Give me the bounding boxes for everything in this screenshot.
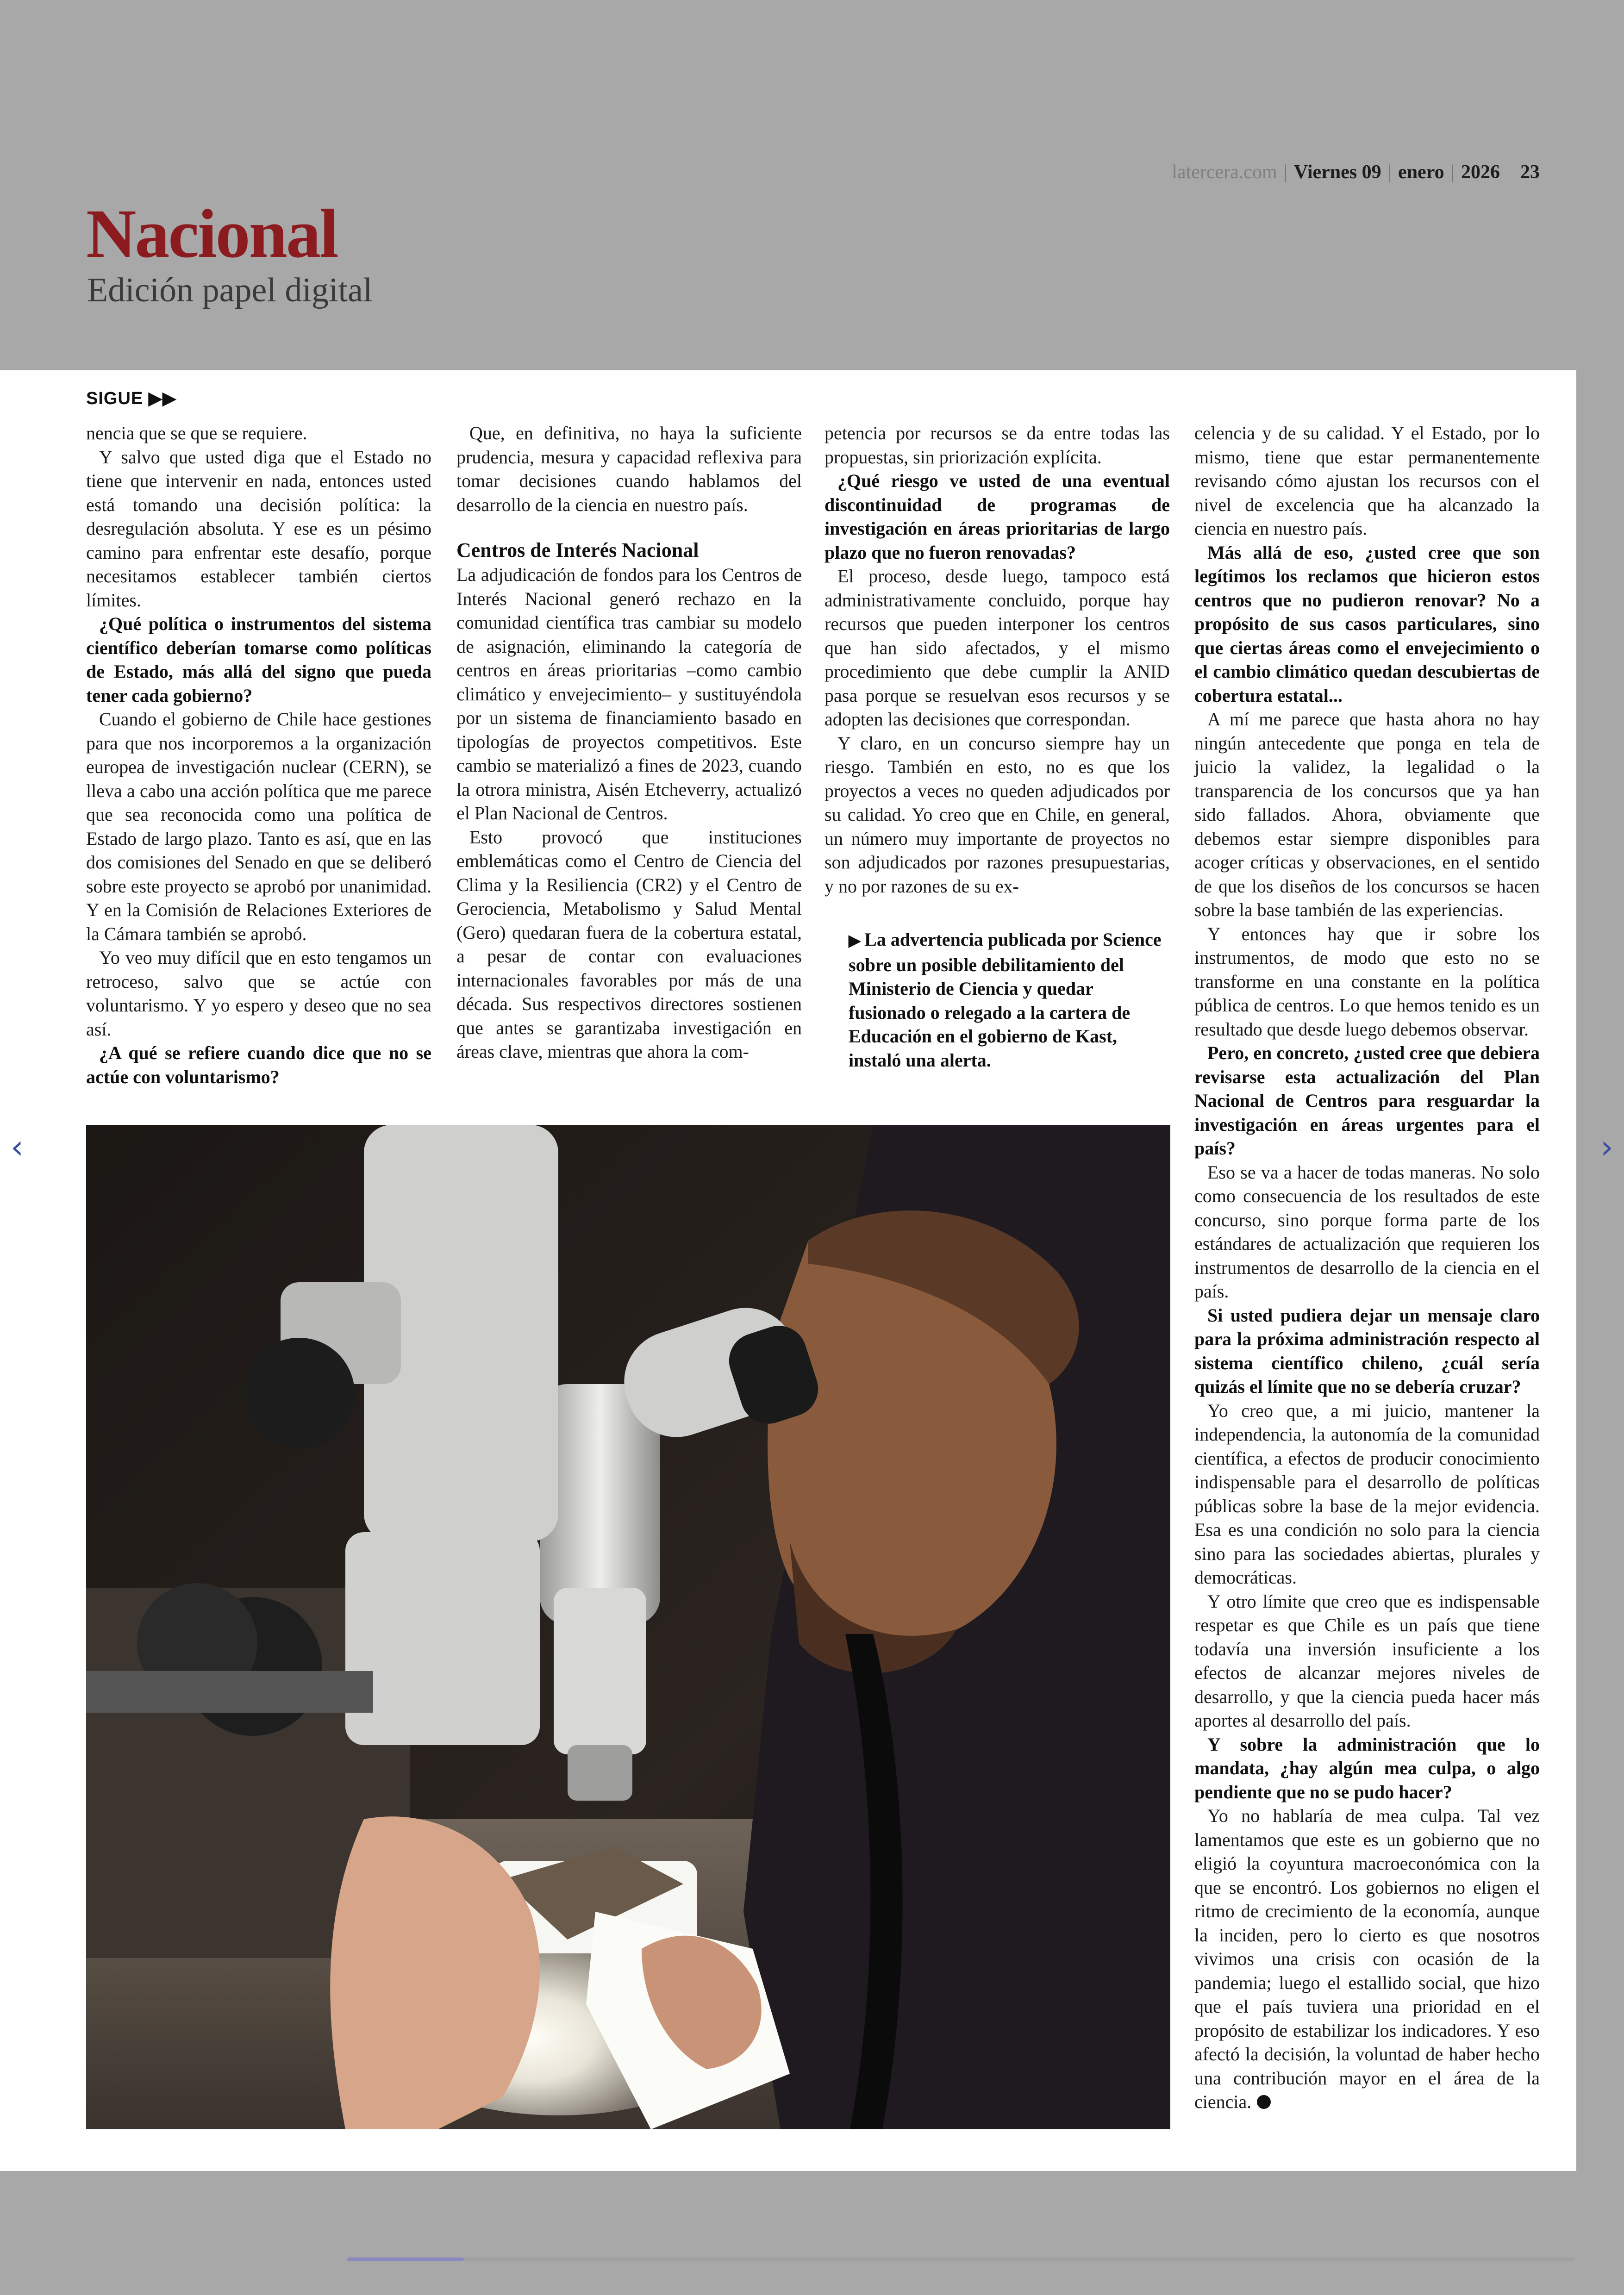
- interview-question: ¿Qué política o instrumentos del sistema científico deberían tomarse como políticas de Estado, más allá del signo que pueda tener cada gobierno?: [86, 613, 431, 706]
- chevron-left-icon[interactable]: ‹: [11, 1128, 24, 1166]
- subsection-heading: Centros de Interés Nacional: [456, 539, 699, 561]
- article-column-2: [456, 421, 802, 1064]
- article-column-3: [824, 421, 1170, 1072]
- paragraph: Y entonces hay que ir sobre los instrumentos, de modo que esto no se transforme en una constante en la política pública de centros. Lo que hemos tenido es un resultado que desde luego debemos observar.: [1194, 923, 1540, 1040]
- paragraph: El proceso, desde luego, tampoco está administrativamente concluido, porque hay recursos que pueden interponer los centros que han sido afectados, y el mismo procedimiento que debe cumplir la ANID pasa porque se resuelvan esos recursos y se adopten las decisiones que correspondan.: [824, 566, 1170, 730]
- paragraph: A mí me parece que hasta ahora no hay ningún antecedente que ponga en tela de juicio la validez, la legalidad o la transparencia de los concursos que ya han sido fallados. Ahora, obviamente que debemos estar siempre disponibles para acoger críticas y observaciones, en el sentido de que los diseños de los concursos se hacen sobre la base también de las experiencias.: [1194, 709, 1540, 920]
- newspaper-page: [0, 370, 1576, 2171]
- article-column-4: [1194, 421, 1540, 2114]
- paragraph: nencia que se que se requiere.: [86, 423, 307, 443]
- date-month: enero: [1398, 162, 1444, 183]
- paragraph: Eso se va a hacer de todas maneras. No solo como consecuencia de los resultados de este concurso, sino porque forma parte de los estándares de actualización que requieren los instrumentos de desarrollo de la ciencia en el país.: [1194, 1161, 1540, 1302]
- paragraph: Y otro límite que creo que es indispensable respetar es que Chile es un país que tiene todavía una inversión insuficiente a los efectos de alcanzar mejores niveles de desarrollo, y que la ciencia pueda hacer más aportes al desarrollo del país.: [1194, 1590, 1540, 1731]
- paragraph: Y claro, en un concurso siempre hay un riesgo. También en esto, no es que los proyectos a veces no queden adjudicados por su calidad. Yo creo que en Chile, en general, un número muy importante de proyectos no son adjudicados por razones presupuestarias, y no por razones de su ex-: [824, 732, 1170, 897]
- interview-question: Más allá de eso, ¿usted cree que son legítimos los reclamos que hicieron estos centros que no pudieron renovar? No a propósito de sus casos particulares, sino que ciertas áreas como el envejecimiento o el cambio climático quedan descubiertas de cobertura estatal...: [1194, 542, 1540, 706]
- callout-note: ▶ La advertencia publicada por Science sobre un posible debilitamiento del Ministerio de Ciencia y quedar fusionado o relegado a la cartera de Educación en el gobierno de Kast, instaló una alerta.: [849, 929, 1162, 1071]
- masthead-meta: latercera.com | Viernes 09 | enero | 2026 23: [1172, 162, 1540, 183]
- continued-label: SIGUE ▶▶: [86, 389, 177, 408]
- paragraph: petencia por recursos se da entre todas las propuestas, sin priorización explícita.: [824, 423, 1170, 468]
- paragraph: Que, en definitiva, no haya la suficiente prudencia, mesura y capacidad reflexiva para tomar decisiones cuando hablamos del desarrollo de la ciencia en nuestro país.: [456, 423, 802, 515]
- end-mark-icon: [1257, 2095, 1271, 2109]
- paragraph: La adjudicación de fondos para los Centros de Interés Nacional generó rechazo en la comunidad científica tras cambiar su modelo de asignación, eliminando la categoría de centros en áreas prioritarias –como cambio climático y envejecimiento– y sustituyéndola por un sistema de financiamiento basado en tipologías de proyectos competitivos. Este cambio se materializó a fines de 2023, cuando la otrora ministra, Aisén Etcheverry, actualizó el Plan Nacional de Centros.: [456, 564, 802, 823]
- paragraph: Yo no hablaría de mea culpa. Tal vez lamentamos que este es un gobierno que no eligió la coyuntura macroeconómica con la que se encontró. Los gobiernos no eligen el ritmo de crecimiento de la economía, aunque la inciden, pero lo cierto es que nosotros vivimos una crisis con ocasión de la pandemia; luego el estallido social, que hizo que el país tuviera una prioridad en el propósito de estabilizar los indicadores. Y eso afectó la decisión, la voluntad de haber hecho una contribución mayor en el área de la ciencia.: [1194, 1805, 1540, 2112]
- reading-progress-track[interactable]: [347, 2258, 1574, 2261]
- edition-subtitle: Edición papel digital: [87, 271, 373, 309]
- paragraph: Cuando el gobierno de Chile hace gestiones para que nos incorporemos a la organización europea de investigación nuclear (CERN), se lleva a cabo una acción política que me parece que sea reconocida como una política de Estado de largo plazo. Tanto es así, que en las dos comisiones del Senado en que se deliberó sobre este proyecto se aprobó por unanimidad. Y en la Comisión de Relaciones Exteriores de la Cámara también se aprobó.: [86, 709, 431, 944]
- paragraph: Yo veo muy difícil que en esto tengamos un retroceso, salvo que se actúe con voluntarismo. Y yo espero y deseo que no sea así.: [86, 947, 431, 1040]
- date-year: 2026: [1461, 162, 1500, 183]
- paragraph: celencia y de su calidad. Y el Estado, por lo mismo, tiene que estar permanentemente revisando cómo ajustan los recursos con el nivel de excelencia que ha alcanzado la ciencia en nuestro país.: [1194, 423, 1540, 539]
- site-name: latercera.com: [1172, 162, 1277, 183]
- interview-question: ¿Qué riesgo ve usted de una eventual discontinuidad de programas de investigación en áreas prioritarias de largo plazo que no fueron renovadas?: [824, 470, 1170, 563]
- interview-question: Si usted pudiera dejar un mensaje claro para la próxima administración respecto al sistema científico chileno, ¿cuál sería quizás el límite que no se debería cruzar?: [1194, 1304, 1540, 1397]
- interview-question: Pero, en concreto, ¿usted cree que debiera revisarse esta actualización del Plan Nacional de Centros para resguardar la investigación en áreas urgentes para el país?: [1194, 1042, 1540, 1159]
- chevron-right-icon[interactable]: ›: [1600, 1128, 1613, 1166]
- triangle-bullet-icon: ▶: [849, 932, 861, 949]
- paragraph: Esto provocó que instituciones emblemáticas como el Centro de Ciencia del Clima y la Resiliencia (CR2) y el Centro de Gerociencia, Metabolismo y Salud Mental (Gero) quedaran fuera de la cobertura estatal, a pesar de contar con evaluaciones internacionales favorables por más de una década. Sus respectivos directores sostienen que antes se garantizaba investigación en áreas clave, mientras que ahora la com-: [456, 826, 802, 1062]
- page-number: 23: [1520, 162, 1540, 183]
- interview-question: Y sobre la administración que lo mandata, ¿hay algún mea culpa, o algo pendiente que no se pudo hacer?: [1194, 1734, 1540, 1802]
- paragraph: Y salvo que usted diga que el Estado no tiene que intervenir en nada, entonces usted está tomando una decisión política: la desregulación absoluta. Y ese es un pésimo camino para enfrentar este desafío, porque necesitamos establecer también ciertos límites.: [86, 446, 431, 611]
- microscope-photo: [86, 1125, 1170, 2129]
- reading-progress-fill: [347, 2258, 464, 2261]
- section-title: Nacional: [86, 195, 337, 272]
- interview-question: ¿A qué se refiere cuando dice que no se actúe con voluntarismo?: [86, 1042, 431, 1087]
- paragraph: Yo creo que, a mi juicio, mantener la independencia, la autonomía de la comunidad científica, a efectos de producir conocimiento indispensable para el desarrollo de políticas públicas sobre la base de la mejor evidencia. Esa es una condición no solo para la ciencia sino para las sociedades abiertas, plurales y democráticas.: [1194, 1400, 1540, 1588]
- date-day: Viernes 09: [1294, 162, 1381, 183]
- article-column-1: [86, 421, 431, 1089]
